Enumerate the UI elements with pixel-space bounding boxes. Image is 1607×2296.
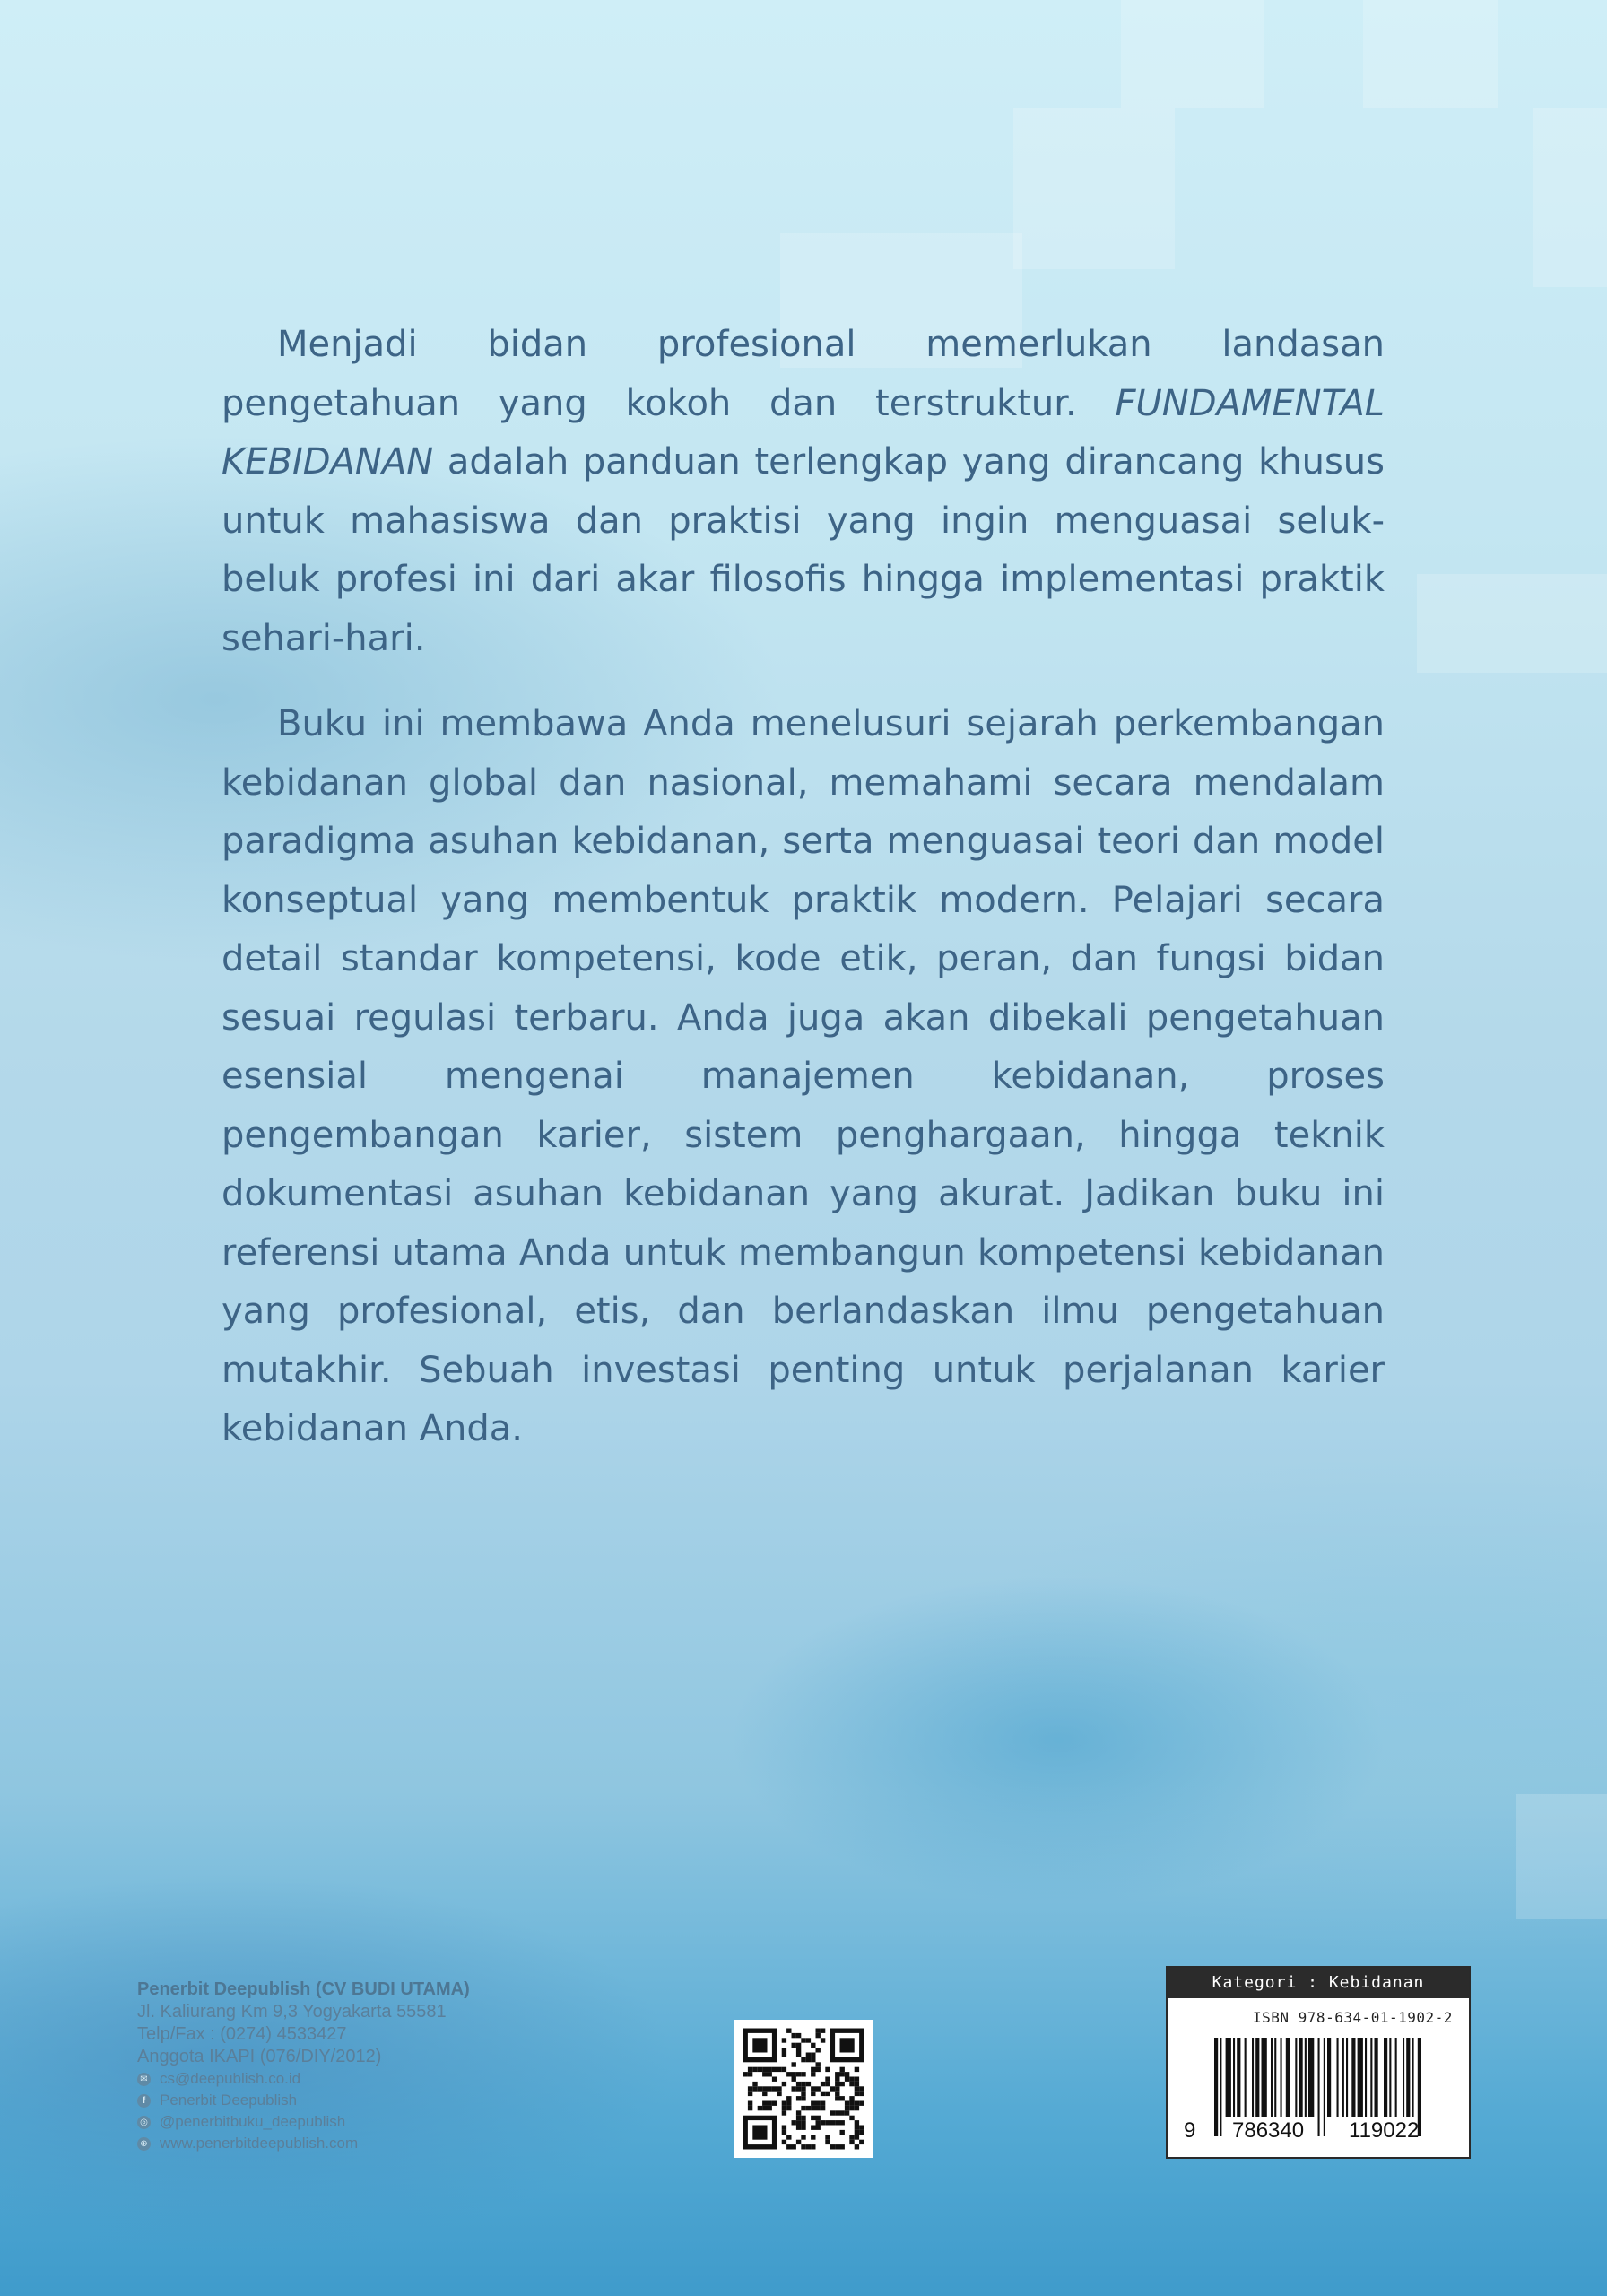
blurb-text	[222, 316, 1385, 1486]
decor-square	[1013, 108, 1175, 269]
instagram-icon: ◎	[137, 2116, 151, 2129]
category-label: Kategori : Kebidanan	[1168, 1968, 1469, 1998]
book-title-inline: FUNDAMENTAL KEBIDANAN	[222, 382, 1385, 483]
barcode-digits-group-1: 786340	[1232, 2118, 1305, 2143]
blurb-paragraph-1	[222, 316, 1385, 668]
isbn-barcode-box	[1166, 1966, 1471, 2159]
globe-icon: ⊕	[137, 2137, 151, 2151]
qr-code	[734, 2020, 873, 2158]
decor-square	[1121, 0, 1264, 108]
email-icon: ✉	[137, 2073, 151, 2086]
contact-facebook	[137, 2090, 604, 2111]
publisher-phone: Telp/Fax : (0274) 4533427	[137, 2024, 347, 2044]
decor-square	[1533, 108, 1607, 287]
blurb-paragraph-2: Buku ini membawa Anda menelusuri sejarah perkembangan kebidanan global dan nasional, memahami secara mendalam paradigma asuhan kebidanan, serta menguasai teori dan model konseptual yang membentuk praktik modern. Pelajari secara detail standar kompetensi, kode etik, peran, dan fungsi bidan sesuai regulasi terbaru. Anda juga akan dibekali pengetahuan esensial mengenai manajemen kebidanan, proses pengembangan karier, sistem penghargaan, hingga teknik dokumentasi asuhan kebidanan yang akurat. Jadikan buku ini referensi utama Anda untuk membangun kompetensi kebidanan yang profesional, etis, dan berlandaskan ilmu pengetahuan mutakhir. Sebuah investasi penting untuk perjalanan karier kebidanan Anda.	[222, 703, 1385, 1449]
isbn-text: ISBN 978-634-01-1902-2	[1253, 2009, 1453, 2026]
barcode-bars	[1168, 1968, 1469, 2157]
contact-website	[137, 2133, 604, 2154]
decor-square	[1363, 0, 1498, 108]
facebook-icon: f	[137, 2094, 151, 2108]
contact-instagram	[137, 2111, 604, 2133]
contact-email	[137, 2068, 604, 2090]
publisher-member: Anggota IKAPI (076/DIY/2012)	[137, 2047, 382, 2066]
decor-square	[1417, 574, 1607, 673]
contact-email-text: cs@deepublish.co.id	[160, 2070, 301, 2087]
qr-code-graphic	[734, 2020, 873, 2158]
publisher-name: Penerbit Deepublish (CV BUDI UTAMA)	[137, 1979, 470, 1999]
contact-instagram-text: @penerbitbuku_deepublish	[160, 2113, 346, 2130]
blurb-p1-intro: Menjadi bidan profesional memerlukan landasan pengetahuan yang kokoh dan terstruktur.	[222, 324, 1385, 424]
barcode-digit-first: 9	[1184, 2118, 1196, 2143]
contact-website-text: www.penerbitdeepublish.com	[160, 2135, 359, 2152]
blurb-p1-rest: adalah panduan terlengkap yang dirancang khusus untuk mahasiswa dan praktisi yang ingin menguasai seluk-beluk profesi ini dari akar filosofis hingga implementasi praktik sehari-hari.	[222, 441, 1385, 659]
contact-facebook-text: Penerbit Deepublish	[160, 2092, 298, 2109]
decor-square	[1516, 1794, 1607, 1919]
barcode-digits-group-2: 119022	[1349, 2118, 1420, 2143]
publisher-address: Jl. Kaliurang Km 9,3 Yogyakarta 55581	[137, 2002, 447, 2022]
publisher-info	[137, 1979, 604, 2154]
